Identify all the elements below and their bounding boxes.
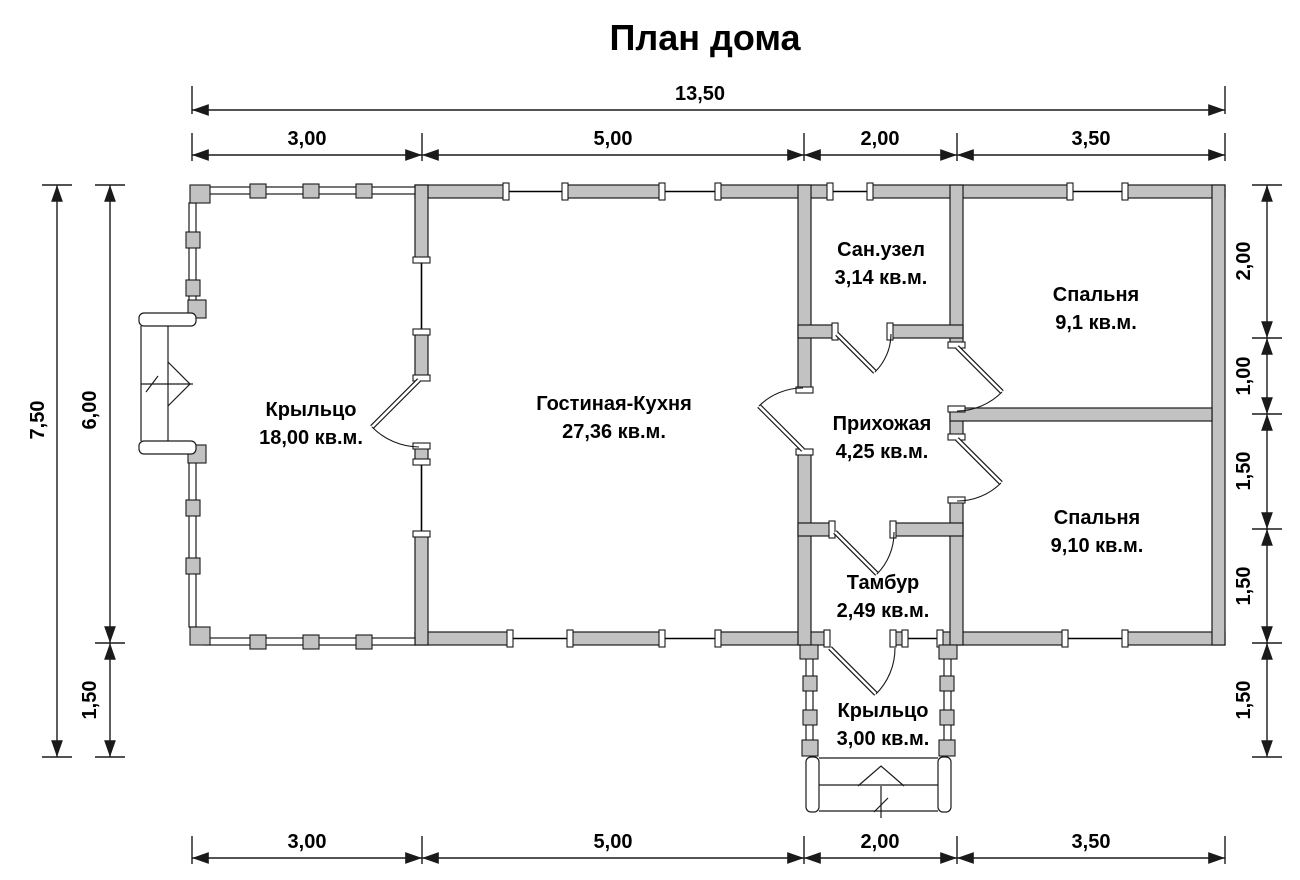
left-entry-stairs	[139, 313, 196, 454]
room-bedroom1-area: 9,1 кв.м.	[1055, 312, 1137, 334]
dim-bottom-1: 3,00	[287, 831, 327, 853]
entry-arrow-icon	[858, 766, 904, 786]
dim-right-3: 1,50	[1233, 451, 1255, 491]
dim-right-1: 2,00	[1233, 241, 1255, 281]
dim-bottom-4: 3,50	[1071, 831, 1111, 853]
room-bedroom1-name: Спальня	[1052, 284, 1140, 306]
room-porch-name: Крыльцо	[265, 399, 357, 421]
room-bedroom2-name: Спальня	[1053, 507, 1141, 529]
room-tambour-area: 2,49 кв.м.	[836, 600, 930, 622]
dim-bottom-3: 2,00	[860, 831, 900, 853]
dim-top-1: 3,00	[287, 128, 327, 150]
room-hall-name: Прихожая	[832, 413, 932, 435]
room-living-name: Гостиная-Кухня	[536, 393, 692, 415]
dim-bottom-2: 5,00	[593, 831, 633, 853]
room-living-area: 27,36 кв.м.	[562, 421, 666, 443]
room-porch-area: 18,00 кв.м.	[259, 427, 363, 449]
dim-width-total: 13,50	[674, 83, 726, 105]
dim-height-total: 7,50	[27, 400, 49, 440]
dimension-lines	[42, 86, 1282, 864]
room-bathroom-name: Сан.узел	[837, 239, 925, 261]
dim-right-5: 1,50	[1233, 680, 1255, 720]
room-bathroom-area: 3,14 кв.м.	[834, 267, 928, 289]
room-porch2-area: 3,00 кв.м.	[836, 728, 930, 750]
room-porch2-name: Крыльцо	[837, 700, 929, 722]
bottom-entry-stairs	[806, 757, 951, 818]
dim-top-4: 3,50	[1071, 128, 1111, 150]
room-bedroom2-area: 9,10 кв.м.	[1050, 535, 1144, 557]
dim-top-2: 5,00	[593, 128, 633, 150]
dim-top-3: 2,00	[860, 128, 900, 150]
room-labels	[259, 239, 1143, 750]
dim-left-1: 6,00	[79, 390, 101, 430]
room-hall-area: 4,25 кв.м.	[835, 441, 929, 463]
dim-right-4: 1,50	[1233, 566, 1255, 606]
page-title: План дома	[609, 17, 801, 58]
room-tambour-name: Тамбур	[846, 572, 920, 594]
dim-left-2: 1,50	[79, 680, 101, 720]
dim-right-2: 1,00	[1233, 356, 1255, 396]
